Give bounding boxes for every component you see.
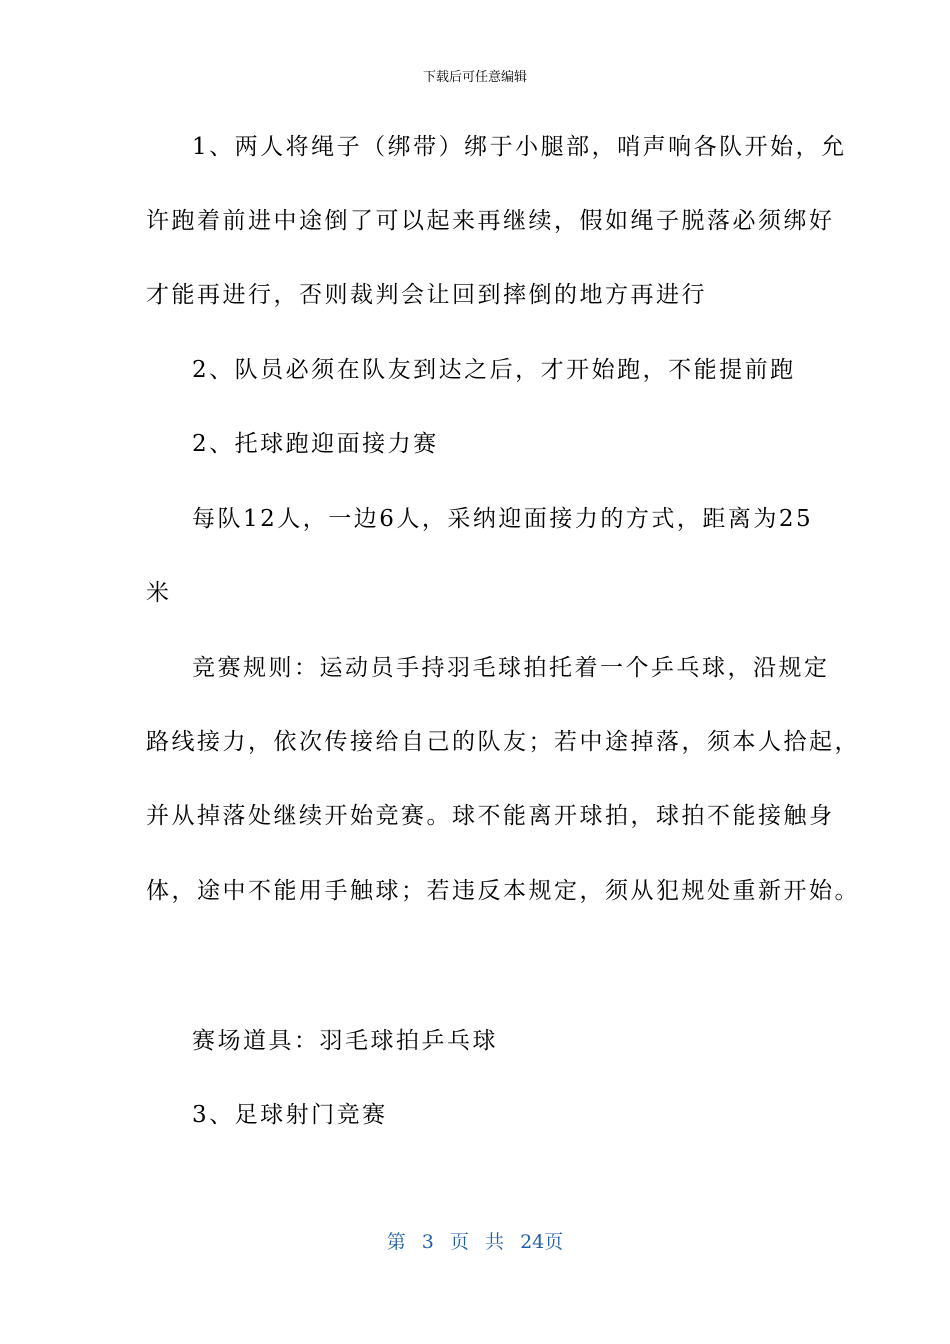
paragraph-line: 体，途中不能用手触球；若违反本规定，须从犯规处重新开始。 — [146, 878, 860, 904]
page-footer — [0, 1227, 950, 1254]
paragraph-line: 每队12人，一边6人，采纳迎面接力的方式，距离为25 — [192, 506, 814, 532]
footer-total-word: 共 — [485, 1231, 505, 1253]
paragraph-line: 才能再进行，否则裁判会让回到摔倒的地方再进行 — [146, 282, 707, 308]
page-header: 下载后可任意编辑 — [422, 70, 527, 85]
footer-total-pages: 24页 — [520, 1231, 564, 1253]
paragraph-line: 竞赛规则：运动员手持羽毛球拍托着一个乒乓球，沿规定 — [192, 655, 830, 681]
paragraph-line: 许跑着前进中途倒了可以起来再继续，假如绳子脱落必须绑好 — [146, 208, 835, 234]
section-heading: 3、足球射门竞赛 — [192, 1102, 388, 1128]
footer-page-word: 页 — [449, 1231, 469, 1253]
footer-current-page: 3 — [421, 1231, 434, 1253]
paragraph-line: 1、两人将绳子（绑带）绑于小腿部，哨声响各队开始，允 — [192, 134, 847, 160]
paragraph-line: 米 — [146, 580, 172, 606]
footer-prefix: 第 — [386, 1231, 406, 1253]
paragraph-line: 路线接力，依次传接给自己的队友；若中途掉落，须本人拾起， — [146, 729, 860, 755]
paragraph-line: 2、队员必须在队友到达之后，才开始跑，不能提前跑 — [192, 357, 796, 383]
section-heading: 2、托球跑迎面接力赛 — [192, 431, 439, 457]
paragraph-line: 赛场道具：羽毛球拍乒乓球 — [192, 1028, 498, 1054]
paragraph-line: 并从掉落处继续开始竞赛。球不能离开球拍，球拍不能接触身 — [146, 803, 835, 829]
